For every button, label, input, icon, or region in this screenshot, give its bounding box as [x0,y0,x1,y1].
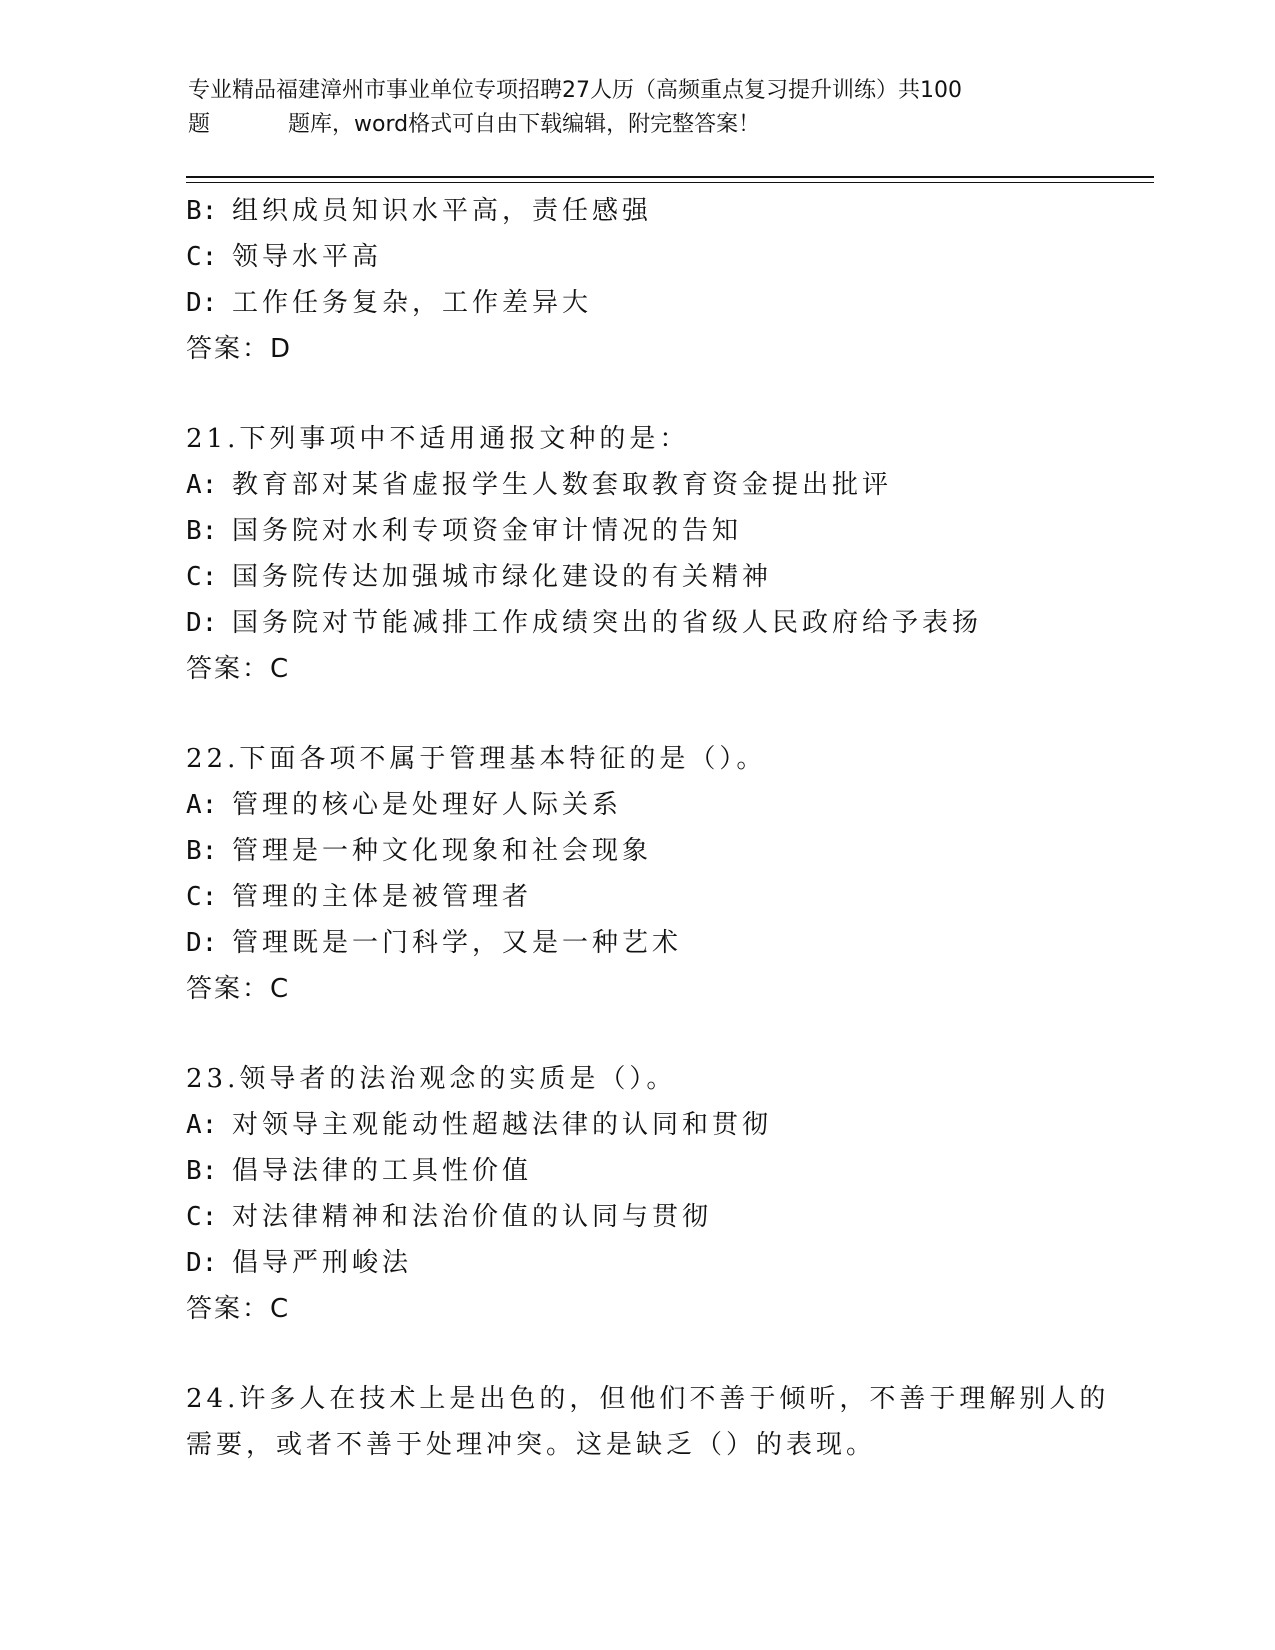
document-header [188,74,1088,142]
option-key: B: [186,196,218,226]
option-key: D: [186,1248,218,1278]
answer-label: 答案：C [186,654,291,684]
header-line2-text: 题库，word格式可自由下载编辑，附完整答案！ [288,112,761,137]
option-key: B: [186,836,218,866]
option-c [186,554,1146,600]
option-b [186,508,1146,554]
option-text: 工作任务复杂，工作差异大 [232,288,593,318]
option-text: 倡导法律的工具性价值 [232,1156,533,1186]
option-key: B: [186,1156,218,1186]
option-a [186,1102,1146,1148]
option-key: C: [186,882,218,912]
option-text: 对领导主观能动性超越法律的认同和贯彻 [232,1110,773,1140]
option-text: 国务院传达加强城市绿化建设的有关精神 [232,562,773,592]
answer-label: 答案：D [186,334,293,364]
question-block-22 [186,736,1146,1012]
question-text-line2: 需要，或者不善于处理冲突。这是缺乏（）的表现。 [186,1430,877,1460]
option-text: 管理的主体是被管理者 [232,882,533,912]
option-key: C: [186,562,218,592]
option-key: A: [186,470,218,500]
option-text: 管理的核心是处理好人际关系 [232,790,623,820]
option-a [186,462,1146,508]
option-text: 对法律精神和法治价值的认同与贯彻 [232,1202,713,1232]
question-text: 22.下面各项不属于管理基本特征的是（）。 [186,744,767,774]
question-block-24 [186,1376,1146,1468]
option-d [186,600,1146,646]
answer-label: 答案：C [186,974,291,1004]
spacer [186,1012,1146,1056]
option-d [186,280,1146,326]
header-title-line1: 专业精品福建漳州市事业单位专项招聘27人历（高频重点复习提升训练）共100 [188,78,962,103]
option-c [186,1194,1146,1240]
option-key: A: [186,1110,218,1140]
option-text: 国务院对水利专项资金审计情况的告知 [232,516,743,546]
option-text: 管理既是一门科学，又是一种艺术 [232,928,683,958]
option-text: 倡导严刑峻法 [232,1248,413,1278]
option-text: 教育部对某省虚报学生人数套取教育资金提出批评 [232,470,893,500]
option-key: C: [186,1202,218,1232]
header-divider-thin [186,182,1154,183]
option-d [186,1240,1146,1286]
answer-label: 答案：C [186,1294,291,1324]
option-key: D: [186,608,218,638]
spacer [186,1332,1146,1376]
option-text: 领导水平高 [232,242,383,272]
option-key: D: [186,928,218,958]
question-block-21 [186,416,1146,692]
question-block-23 [186,1056,1146,1332]
option-key: B: [186,516,218,546]
question-block-20 [186,188,1146,372]
option-text: 国务院对节能减排工作成绩突出的省级人民政府给予表扬 [232,608,983,638]
option-c [186,874,1146,920]
option-b [186,828,1146,874]
spacer [186,692,1146,736]
question-text: 21.下列事项中不适用通报文种的是： [186,424,690,454]
question-text-line1: 24.许多人在技术上是出色的，但他们不善于倾听，不善于理解别人的 [186,1384,1110,1414]
option-b [186,188,1146,234]
option-key: D: [186,288,218,318]
option-key: C: [186,242,218,272]
option-key: A: [186,790,218,820]
header-divider-thick [186,176,1154,178]
option-text: 组织成员知识水平高，责任感强 [232,196,653,226]
option-b [186,1148,1146,1194]
header-line2-lead: 题 [188,112,211,137]
option-c [186,234,1146,280]
header-title-line2 [188,108,1088,142]
option-text: 管理是一种文化现象和社会现象 [232,836,653,866]
option-d [186,920,1146,966]
option-a [186,782,1146,828]
question-text: 23.领导者的法治观念的实质是（）。 [186,1064,677,1094]
spacer [186,372,1146,416]
question-list [186,188,1146,1468]
